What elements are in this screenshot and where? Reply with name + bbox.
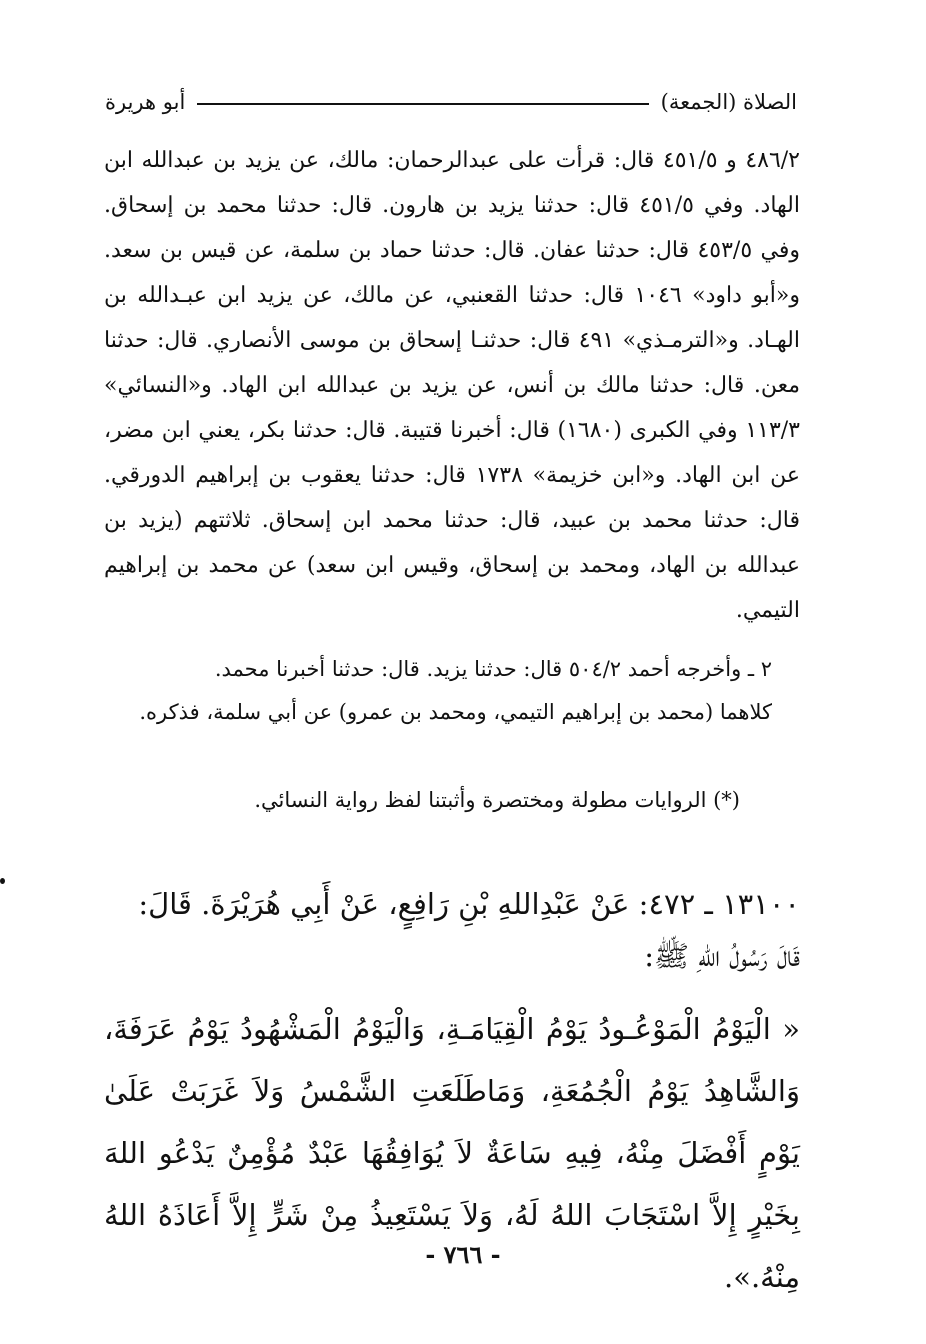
margin-dot <box>0 878 5 884</box>
footnote-text: (*) الروايات مطولة ومختصرة وأثبتنا لفظ رواية النسائي. <box>254 788 740 812</box>
hadith-text: « الْيَوْمُ الْمَوْعُـودُ يَوْمُ الْقِيَامَـةِ، وَالْيَوْمُ الْمَشْهُودُ يَوْمُ عَرَفَةَ، وَالشَّاهِدُ يَوْمُ الْجُمُعَةِ، وَمَاطَلَعَتِ الشَّمْسُ وَلاَ غَرَبَتْ عَلَىٰ يَوْمٍ أَفْضَلَ مِنْهُ، فِيهِ سَاعَةٌ لاَ يُوَافِقُهَا عَبْدٌ مُؤْمِنٌ يَدْعُو اللهَ بِخَيْرٍ إِلاَّ اسْتَجَابَ اللهُ لَهُ، وَلاَ يَسْتَعِيذُ مِنْ شَرٍّ إِلاَّ أَعَاذَهُ اللهُ مِنْهُ.». <box>104 1012 800 1294</box>
hadith-heading-line1: ١٣١٠٠ ـ ٤٧٢: عَنْ عَبْدِاللهِ بْنِ رَافِعٍ، عَنْ أَبِي هُرَيْرَةَ. قَالَ: <box>138 887 800 921</box>
footnote <box>200 780 740 820</box>
section-title: الصلاة (الجمعة) <box>660 90 797 114</box>
note2-line2: كلاهما (محمد بن إبراهيم التيمي، ومحمد بن عمرو) عن أبي سلمة، فذكره. <box>139 700 772 724</box>
hadith-heading-line2: قَالَ رَسُولُ اللهِ ﷺ: <box>644 939 800 973</box>
notes-paragraph: ٤٨٦/٢ و ٤٥١/٥ قال: قرأت على عبدالرحمان: مالك، عن يزيد بن عبدالله ابن الهاد. وفي ٤٥١/٥ قال: حدثنا يزيد بن هارون. قال: حدثنا محمد بن إسحاق. وفي ٤٥٣/٥ قال: حدثنا عفان. قال: حدثنا حماد بن سلمة، عن قيس بن سعد. و«أبو داود» ١٠٤٦ قال: حدثنا القعنبي، عن مالك، عن يزيد ابن عبـدالله بن الهـاد. و«الترمـذي» ٤٩١ قال: حدثنـا إسحاق بن موسى الأنصاري. قال: حدثنا معن. قال: حدثنا مالك بن أنس، عن يزيد بن عبدالله ابن الهاد. و«النسائي» ١١٣/٣ وفي الكبرى (١٦٨٠) قال: أخبرنا قتيبة. قال: حدثنا بكر، يعني ابن مضر، عن ابن الهاد. و«ابن خزيمة» ١٧٣٨ قال: حدثنا يعقوب بن إبراهيم الدورقي. قال: حدثنا محمد بن عبيد، قال: حدثنا محمد ابن إسحاق. ثلاثتهم (يزيد بن عبدالله بن الهاد، ومحمد بن إسحاق، وقيس ابن سعد) عن محمد بن إبراهيم التيمي. <box>104 148 800 623</box>
note2-line1: ٢ ـ وأخرجه أحمد ٥٠٤/٢ قال: حدثنا يزيد. قال: حدثنا أخبرنا محمد. <box>214 657 772 681</box>
hadith-heading <box>104 878 800 982</box>
takhrij-note-2 <box>104 648 792 734</box>
takhrij-notes <box>104 138 800 633</box>
page-number: - ٧٦٦ - <box>425 1240 501 1269</box>
running-header <box>105 86 797 118</box>
book-title: أبو هريرة <box>105 90 186 114</box>
header-rule <box>197 103 648 105</box>
